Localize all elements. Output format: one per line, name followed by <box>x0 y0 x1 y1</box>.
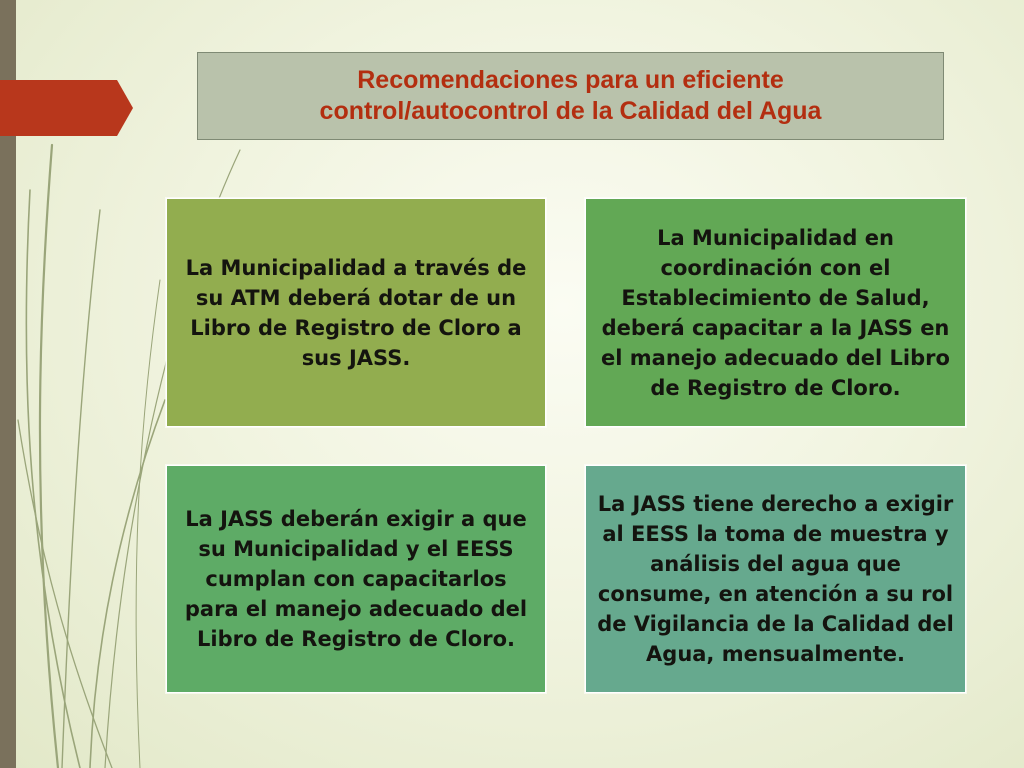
grass-stroke <box>26 190 80 768</box>
recommendation-card-4 <box>585 465 966 693</box>
recommendation-card-4-text: La JASS tiene derecho a exigir al EESS la toma de muestra y análisis del agua que consume, en atención a su rol de Vigilancia de la Calidad del Agua, mensualmente. <box>597 492 954 666</box>
slide-title-line-1: Recomendaciones para un eficiente <box>357 66 784 94</box>
recommendation-card-1-text: La Municipalidad a través de su ATM deberá dotar de un Libro de Registro de Cloro a sus JASS. <box>185 255 527 370</box>
recommendation-card-2 <box>585 198 966 427</box>
recommendation-card-1 <box>166 198 546 427</box>
recommendation-card-3 <box>166 465 546 693</box>
grass-stroke <box>136 280 160 768</box>
slide-title-line-2: control/autocontrol de la Calidad del Agua <box>319 97 822 125</box>
slide-title-box <box>197 52 944 140</box>
grass-stroke <box>90 400 165 768</box>
grass-stroke <box>40 145 58 768</box>
recommendation-card-2-text: La Municipalidad en coordinación con el Establecimiento de Salud, deberá capacitar a la JASS en el manejo adecuado del Libro de Registro de Cloro. <box>601 225 950 400</box>
accent-arrow-tab <box>0 80 133 136</box>
recommendation-card-3-text: La JASS deberán exigir a que su Municipalidad y el EESS cumplan con capacitarlos para el manejo adecuado del Libro de Registro de Cloro. <box>184 507 528 651</box>
